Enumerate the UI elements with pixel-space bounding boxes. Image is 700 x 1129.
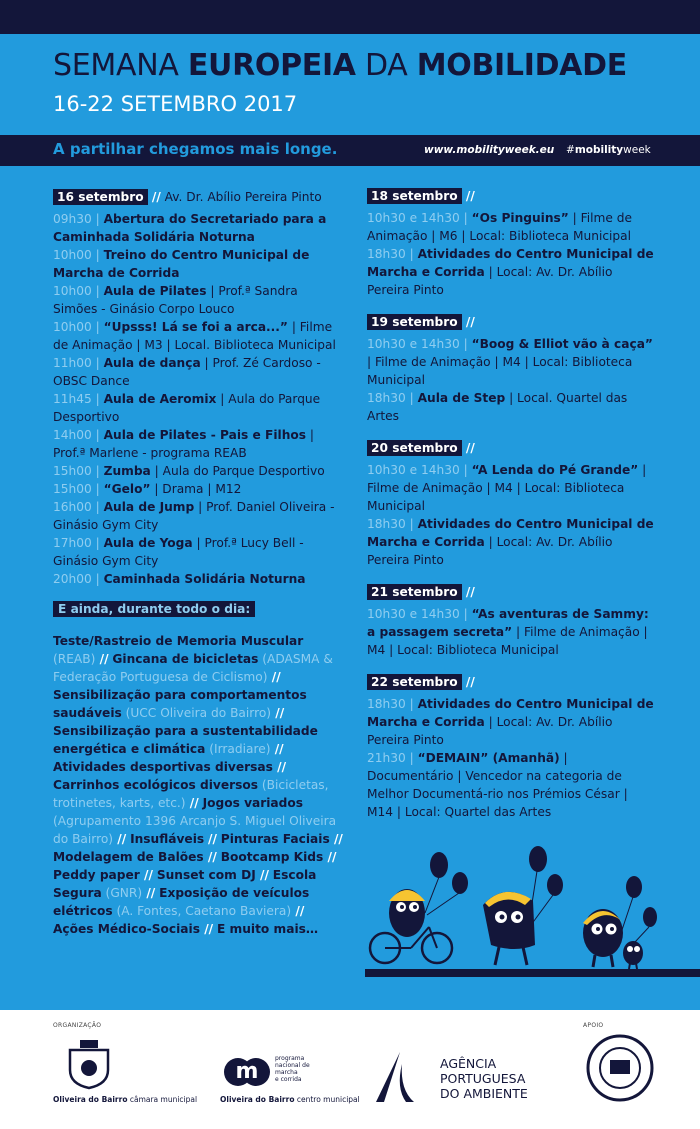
event-title: Zumba [103,464,151,478]
event-dates: 16-22 SETEMBRO 2017 [53,92,298,116]
day-20-events [367,461,657,569]
activity-organizer: (Agrupamento 1396 Arcanjo S. Miguel Oliveira do Bairro) [53,814,337,846]
day-20-heading [367,439,657,457]
event-item [53,534,343,570]
activity-name: Jogos variados [202,796,304,810]
event-title: Aula de Step [417,391,506,405]
activity-separator: // [142,886,156,900]
event-time: 10h30 e 14h30 [367,211,460,225]
cyclist-character [370,889,452,963]
event-separator: | [405,391,418,405]
title-part: DA [355,48,417,83]
activity-name: Exposição de veículos elétricos [53,886,310,918]
event-title: “Boog & Elliot vão à caça” [471,337,653,351]
ainda-label: E ainda, durante todo o dia: [53,601,255,617]
day-21-heading [367,583,657,601]
event-detail: | Local. Quartel das Artes [367,391,628,423]
event-time: 11h45 [53,392,92,406]
event-separator: | [405,517,418,531]
all-day-activities [53,632,343,938]
activity-separator: // [255,868,269,882]
hashtag-part: # [566,144,575,156]
event-detail: | Prof.ª Lucy Bell - Ginásio Gym City [53,536,304,568]
event-title: Aula de Jump [103,500,195,514]
day-21 [367,583,657,659]
event-detail: | Local: Av. Dr. Abílio Pereira Pinto [367,715,613,747]
slogan-bar [0,135,700,166]
activity-separator: // [329,832,343,846]
event-detail: | Filme de Animação | M4 | Local: Biblioteca Municipal [367,625,648,657]
event-title: Atividades do Centro Municipal de Marcha e Corrida [367,697,654,729]
event-item [53,570,343,588]
apoio-label: APOIO [583,1022,604,1029]
event-separator: | [405,247,418,261]
event-time: 14h00 [53,428,92,442]
event-detail: | Documentário | Vencedor na categoria de Melhor Documentá-rio nos Prémios César | M14 | Local: Quartel das Artes [367,751,628,819]
day-18-events [367,209,657,299]
event-item [367,389,657,425]
event-title: Aula de Yoga [103,536,193,550]
event-time: 15h00 [53,482,92,496]
programa-line: programa [275,1055,305,1062]
svg-text:m: m [235,1059,259,1084]
title-part: SEMANA [53,48,188,83]
event-item [53,498,343,534]
event-separator: | [91,284,104,298]
activity-separator: // [271,706,285,720]
activity-name: Sunset com DJ [156,868,256,882]
day-date-tag: 21 setembro [367,584,462,600]
event-separator: | [405,751,418,765]
footer [0,1010,700,1129]
day-22 [367,673,657,821]
activity-separator: // [323,850,337,864]
event-title: Aula de Pilates - Pais e Filhos [103,428,306,442]
activity-separator: // [270,742,284,756]
caption-part: Oliveira do Bairro [53,1095,128,1104]
event-title: “Upsss! Lá se foi a arca...” [103,320,288,334]
event-separator: | [91,428,104,442]
event-title: Aula de Aeromix [103,392,217,406]
day-date-tag: 18 setembro [367,188,462,204]
event-detail: | Aula do Parque Desportivo [53,392,321,424]
day-19-heading [367,313,657,331]
page-title [53,48,627,83]
event-item [367,515,657,569]
event-time: 18h30 [367,517,406,531]
activity-separator: // [185,796,199,810]
event-separator: | [91,392,104,406]
event-time: 10h00 [53,248,92,262]
day-date-tag: 19 setembro [367,314,462,330]
day-separator: // [147,190,161,204]
right-column [367,187,657,835]
camara-caption [53,1095,197,1104]
day-separator: // [461,189,475,203]
day-place: Av. Dr. Abílio Pereira Pinto [160,190,322,204]
event-separator: | [91,248,104,262]
slogan: A partilhar chegamos mais longe. [53,140,338,158]
event-time: 18h30 [367,391,406,405]
day-separator: // [461,441,475,455]
apoio-seal-icon [584,1032,656,1104]
event-detail: | Prof.ª Sandra Simões - Ginásio Corpo Louco [53,284,298,316]
event-title: Treino do Centro Municipal de Marcha de Corrida [53,248,310,280]
ground-line [365,969,700,977]
event-title: “DEMAIN” (Amanhã) [417,751,560,765]
day-date-tag: 20 setembro [367,440,462,456]
activity-organizer: (A. Fontes, Caetano Baviera) [112,904,292,918]
day-18 [367,187,657,299]
title-part: MOBILIDADE [416,48,627,83]
event-item [367,335,657,389]
activity-separator: // [139,868,153,882]
event-title: Aula de dança [103,356,201,370]
event-item [367,245,657,299]
activity-name: Atividades desportivas diversas [53,760,273,774]
day-22-heading [367,673,657,691]
day-19 [367,313,657,425]
apa-line: PORTUGUESA [440,1071,526,1086]
event-item [367,695,657,749]
walking-character [483,892,535,965]
event-separator: | [91,482,104,496]
event-item [53,282,343,318]
programa-line: e corrida [275,1076,302,1083]
centro-caption [220,1095,360,1104]
activity-name: Bootcamp Kids [220,850,324,864]
event-time: 10h00 [53,284,92,298]
activity-organizer: (Bicicletas, trotinetes, karts, etc.) [53,778,329,810]
event-detail: | Local: Av. Dr. Abílio Pereira Pinto [367,265,613,297]
event-separator: | [459,607,472,621]
event-item [367,605,657,659]
event-time: 09h30 [53,212,92,226]
ainda-heading [53,600,343,618]
event-title: Atividades do Centro Municipal de Marcha e Corrida [367,517,654,549]
day-date-tag: 22 setembro [367,674,462,690]
event-title: Aula de Pilates [103,284,207,298]
activity-name: Carrinhos ecológicos diversos [53,778,259,792]
event-detail: | Prof. Daniel Oliveira - Ginásio Gym City [53,500,335,532]
caption-part: câmara municipal [127,1095,198,1104]
event-detail: | Filme de Animação | M6 | Local: Biblioteca Municipal [367,211,633,243]
event-separator: | [91,500,104,514]
day-19-events [367,335,657,425]
event-title: Atividades do Centro Municipal de Marcha e Corrida [367,247,654,279]
event-title: “A Lenda do Pé Grande” [471,463,639,477]
organizacao-label: ORGANIZAÇÃO [53,1022,102,1029]
activity-separator: // [208,832,217,846]
event-item [367,209,657,245]
event-time: 10h30 e 14h30 [367,463,460,477]
event-time: 20h00 [53,572,92,586]
day-separator: // [461,675,475,689]
activity-name: Escola Segura [53,868,317,900]
event-detail: | Filme de Animação | M3 | Local. Biblioteca Municipal [53,320,336,352]
activity-name: Pinturas Faciais [220,832,330,846]
day-16-events [53,210,343,588]
event-item [367,749,657,821]
day-22-events [367,695,657,821]
event-item [53,354,343,390]
event-time: 11h00 [53,356,92,370]
day-20 [367,439,657,569]
activity-separator: // [272,760,287,774]
event-title: “As aventuras de Sammy: a passagem secreta” [367,607,649,639]
day-18-heading [367,187,657,205]
event-detail: | Filme de Animação | M4 | Local: Biblioteca Municipal [367,355,633,387]
event-item [53,480,343,498]
event-detail: | Local: Av. Dr. Abílio Pereira Pinto [367,535,613,567]
left-column [53,188,343,938]
activity-organizer: (UCC Oliveira do Bairro) [121,706,272,720]
activity-ending: E muito mais… [216,922,319,936]
activity-name: Teste/Rastreio de Memoria Muscular [53,634,304,648]
title-part: EUROPEIA [187,48,356,83]
apa-line: DO AMBIENTE [440,1086,528,1101]
hashtag [566,144,651,156]
activity-organizer: (Irradiare) [205,742,271,756]
event-detail: | Prof. Zé Cardoso - OBSC Dance [53,356,321,388]
event-time: 17h00 [53,536,92,550]
event-item [53,462,343,480]
event-separator: | [91,572,104,586]
event-item [53,246,343,282]
event-time: 18h30 [367,247,406,261]
activity-name: Insufláveis [130,832,205,846]
event-title: Caminhada Solidária Noturna [103,572,306,586]
event-title: “Os Pinguins” [471,211,569,225]
day-16-heading [53,188,343,206]
event-separator: | [459,211,472,225]
event-time: 18h30 [367,697,406,711]
event-time: 10h30 e 14h30 [367,607,460,621]
event-title: “Gelo” [103,482,151,496]
event-detail: | Aula do Parque Desportivo [150,464,325,478]
event-time: 15h00 [53,464,92,478]
event-time: 21h30 [367,751,406,765]
event-detail: | Prof.ª Marlene - programa REAB [53,428,314,460]
event-separator: | [91,536,104,550]
activity-name: Peddy paper [53,868,140,882]
characters-illustration [365,845,700,985]
activity-name: Modelagem de Balões [53,850,204,864]
hashtag-part: week [623,144,651,156]
event-item [53,210,343,246]
event-item [53,390,343,426]
caption-part: centro municipal [294,1095,360,1104]
activity-separator: // [267,670,281,684]
activity-organizer: (GNR) [101,886,143,900]
activity-organizer: (ADASMA & Federação Portuguesa de Ciclismo) [53,652,333,684]
activity-name: Ações Médico-Sociais [53,922,200,936]
activity-organizer: (REAB) [53,652,96,666]
apa-name [440,1056,528,1101]
event-separator: | [459,337,472,351]
event-time: 16h00 [53,500,92,514]
programa-logo-text [275,1055,310,1083]
camara-crest-icon [66,1038,112,1090]
programa-line: nacional de [275,1062,310,1069]
day-21-events [367,605,657,659]
event-title: Abertura do Secretariado para a Caminhada Solidária Noturna [53,212,327,244]
day-separator: // [461,315,475,329]
event-time: 10h30 e 14h30 [367,337,460,351]
top-bar [0,0,700,34]
event-item [53,318,343,354]
activity-separator: // [199,922,214,936]
activity-name: Sensibilização para comportamentos saudáveis [53,688,307,720]
activity-name: Gincana de bicicletas [112,652,259,666]
centro-municipal-logo-icon [222,1044,272,1088]
day-date-tag: 16 setembro [53,189,148,205]
day-separator: // [461,585,475,599]
hashtag-part: mobility [574,144,624,156]
event-item [53,426,343,462]
event-separator: | [91,464,104,478]
event-item [367,461,657,515]
activity-separator: // [291,904,305,918]
caption-part: Oliveira do Bairro [220,1095,295,1104]
apa-logo-icon [370,1050,420,1105]
event-time: 10h00 [53,320,92,334]
activity-separator: // [113,832,127,846]
event-detail: | Filme de Animação | M4 | Local: Biblioteca Municipal [367,463,647,513]
mother-child-character [583,909,643,969]
activity-separator: // [203,850,217,864]
activity-name: Sensibilização para a sustentabilidade energética e climática [53,724,318,756]
activity-separator: // [95,652,109,666]
event-separator: | [459,463,472,477]
event-detail: | Drama | M12 [150,482,242,496]
event-separator: | [91,320,104,334]
event-separator: | [91,212,104,226]
programa-line: marcha [275,1069,298,1076]
website-link[interactable]: www.mobilityweek.eu [424,144,555,156]
event-separator: | [405,697,418,711]
apa-line: AGÊNCIA [440,1056,497,1071]
event-separator: | [91,356,104,370]
